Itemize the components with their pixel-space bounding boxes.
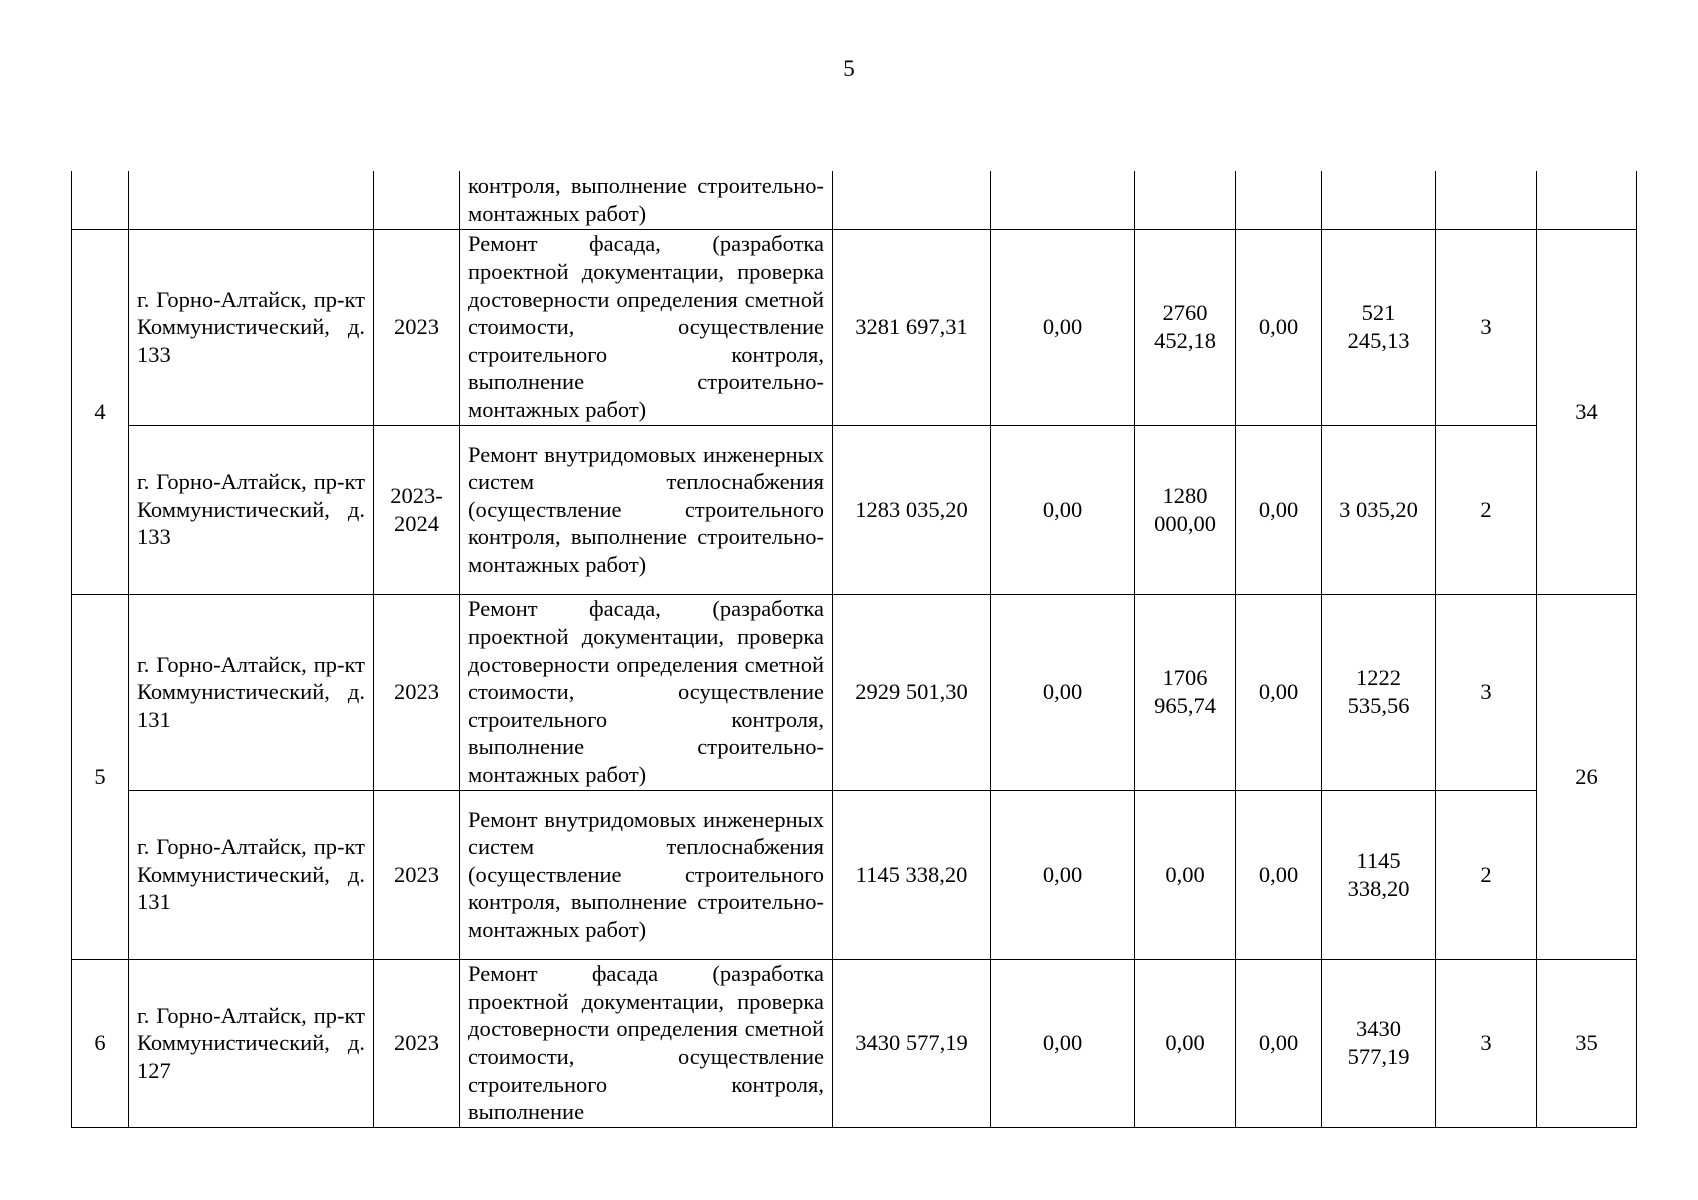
cell-description: контроля, выполнение строительно-монтажных работ): [460, 171, 833, 229]
cell-col-b: [1135, 171, 1236, 229]
cell-col-d-value: 521 245,13: [1347, 300, 1410, 353]
cell-group-total: [1537, 171, 1637, 229]
cell-col-c: 0,00: [1236, 790, 1322, 959]
cell-description: Ремонт фасада, (разработка проектной документации, проверка достоверности определения сметной стоимости, осуществление строительного контроля, выполнение строительно-монтажных работ): [460, 229, 833, 425]
cell-col-e: 2: [1436, 790, 1537, 959]
cell-total: 2929 501,30: [833, 594, 991, 790]
cell-col-e: [1436, 171, 1537, 229]
cell-description: Ремонт внутридомовых инженерных систем теплоснабжения (осуществление строительного контроля, выполнение строительно-монтажных работ): [460, 790, 833, 959]
cell-col-c: 0,00: [1236, 229, 1322, 425]
cell-col-e: 3: [1436, 229, 1537, 425]
cell-group-no: 6: [72, 959, 129, 1127]
cell-address: г. Горно-Алтайск, пр-кт Коммунистический, д. 127: [129, 959, 374, 1127]
cell-col-d-value: 1145 338,20: [1347, 847, 1410, 901]
cell-total: [833, 171, 991, 229]
table-row-continuation: [72, 171, 1637, 229]
page-number: 5: [843, 56, 855, 81]
cell-col-d: [1322, 959, 1436, 1127]
cell-col-a: [991, 171, 1135, 229]
cell-col-b: [1135, 594, 1236, 790]
cell-address: г. Горно-Алтайск, пр-кт Коммунистический, д. 131: [129, 790, 374, 959]
cell-col-e: 3: [1436, 594, 1537, 790]
cell-col-b: 0,00: [1135, 959, 1236, 1127]
cell-col-b: [1135, 229, 1236, 425]
cell-address: г. Горно-Алтайск, пр-кт Коммунистический, д. 133: [129, 229, 374, 425]
table-row: [72, 594, 1637, 790]
cell-col-d: [1322, 229, 1436, 425]
cell-description: Ремонт фасада, (разработка проектной документации, проверка достоверности определения сметной стоимости, осуществление строительного контроля, выполнение строительно-монтажных работ): [460, 594, 833, 790]
cell-address: г. Горно-Алтайск, пр-кт Коммунистический, д. 133: [129, 425, 374, 594]
cell-total: 3430 577,19: [833, 959, 991, 1127]
cell-col-c: 0,00: [1236, 959, 1322, 1127]
cell-total: 1145 338,20: [833, 790, 991, 959]
cell-col-b: 0,00: [1135, 790, 1236, 959]
cell-col-c: 0,00: [1236, 425, 1322, 594]
cell-address: [129, 171, 374, 229]
cell-address: г. Горно-Алтайск, пр-кт Коммунистический, д. 131: [129, 594, 374, 790]
cell-col-b-value: 1706 965,74: [1154, 665, 1216, 718]
cell-col-a: 0,00: [991, 594, 1135, 790]
cell-col-a: 0,00: [991, 229, 1135, 425]
table-row: [72, 790, 1637, 959]
cell-col-b-value: 1280 000,00: [1154, 482, 1216, 536]
cell-year: 2023: [374, 594, 460, 790]
cell-year: 2023: [374, 229, 460, 425]
cell-total: 3281 697,31: [833, 229, 991, 425]
cell-col-c: 0,00: [1236, 594, 1322, 790]
cell-year: [374, 171, 460, 229]
cell-col-a: 0,00: [991, 425, 1135, 594]
cell-col-d: [1322, 171, 1436, 229]
cell-year-value: 2023-2024: [390, 482, 443, 536]
cell-col-e: 3: [1436, 959, 1537, 1127]
cell-description: Ремонт внутридомовых инженерных систем теплоснабжения (осуществление строительного контроля, выполнение строительно-монтажных работ): [460, 425, 833, 594]
cell-group-total: 35: [1537, 959, 1637, 1127]
cell-group-total: 34: [1537, 229, 1637, 594]
cell-year: 2023: [374, 790, 460, 959]
cell-group-no: 5: [72, 594, 129, 959]
cell-col-c: [1236, 171, 1322, 229]
cell-col-b-value: 2760 452,18: [1154, 300, 1216, 353]
cell-group-no: 4: [72, 229, 129, 594]
cell-col-d: [1322, 790, 1436, 959]
data-table: [71, 171, 1637, 1128]
cell-col-d-value: 1222 535,56: [1347, 665, 1410, 718]
cell-no: [72, 171, 129, 229]
cell-col-b: [1135, 425, 1236, 594]
cell-total: 1283 035,20: [833, 425, 991, 594]
cell-group-total: 26: [1537, 594, 1637, 959]
table-row: [72, 229, 1637, 425]
cell-col-d-value: 3430 577,19: [1347, 1016, 1410, 1069]
table-row: [72, 425, 1637, 594]
cell-col-a: 0,00: [991, 790, 1135, 959]
cell-description: Ремонт фасада (разработка проектной документации, проверка достоверности определения сметной стоимости, осуществление строительного контроля, выполнение: [460, 959, 833, 1127]
cell-col-e: 2: [1436, 425, 1537, 594]
cell-col-d: 3 035,20: [1322, 425, 1436, 594]
cell-year: [374, 425, 460, 594]
cell-col-d: [1322, 594, 1436, 790]
cell-col-a: 0,00: [991, 959, 1135, 1127]
table-row: [72, 959, 1637, 1127]
cell-year: 2023: [374, 959, 460, 1127]
